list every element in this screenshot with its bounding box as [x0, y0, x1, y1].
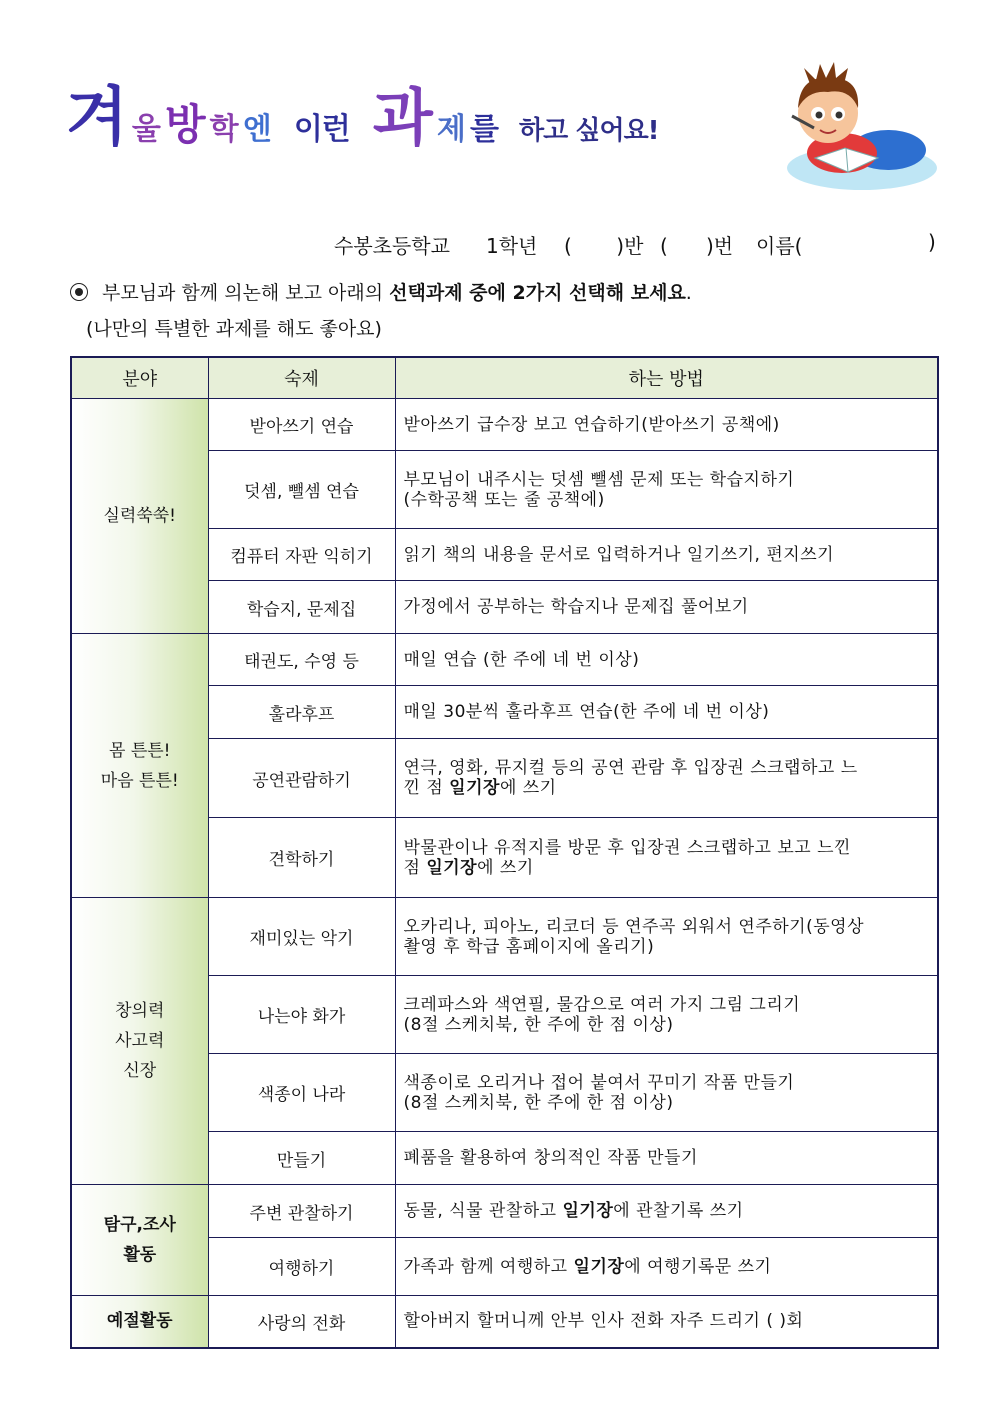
category-cell: [71, 399, 208, 634]
diary-emphasis: 일기장: [562, 1201, 614, 1221]
method-cell: [395, 1296, 938, 1348]
category-cell: [71, 898, 208, 1185]
method-cell: [395, 1238, 938, 1296]
homework-cell: 훌라후프: [208, 686, 395, 739]
method-cell: [395, 818, 938, 898]
category-label: 몸 튼튼!: [109, 740, 171, 761]
category-label: 탐구,조사: [103, 1215, 176, 1235]
category-label: 활동: [123, 1245, 157, 1265]
category-label: 마음 튼튼!: [100, 770, 179, 791]
diary-emphasis: 일기장: [449, 778, 500, 798]
homework-cell: 학습지, 문제집: [208, 581, 395, 634]
homework-cell: 나는야 화가: [208, 976, 395, 1054]
title-char: 제: [436, 112, 465, 147]
header-category: 분야: [71, 357, 208, 399]
method-line: 매일 연습 (한 주에 네 번 이상): [403, 649, 640, 670]
homework-cell: 여행하기: [208, 1238, 395, 1296]
table-row: [71, 898, 938, 976]
title-char: 과: [372, 81, 432, 154]
homework-cell: 재미있는 악기: [208, 898, 395, 976]
header-method: 하는 방법: [395, 357, 938, 399]
child-reading-book-illustration: [770, 58, 940, 198]
title-char: 엔: [242, 112, 271, 147]
category-label: 신장: [123, 1061, 157, 1081]
method-line: (수학공책 또는 줄 공책에): [403, 489, 605, 510]
radio-bullet-icon: [70, 283, 88, 301]
method-cell: [395, 451, 938, 529]
homework-cell: 공연관람하기: [208, 739, 395, 818]
instruction-emphasis: 선택과제 중에 2가지 선택해 보세요: [389, 282, 686, 304]
category-label: 실력쑥쑥!: [103, 506, 176, 526]
grade-label: 1학년: [486, 234, 538, 258]
table-row: [71, 1296, 938, 1348]
class-field: ( )반: [564, 234, 644, 258]
method-line: 연극, 영화, 뮤지컬 등의 공연 관람 후 입장권 스크랩하고 느: [403, 758, 858, 778]
method-cell: [395, 529, 938, 581]
method-line: 에 쓰기: [477, 857, 534, 878]
table-row: [71, 399, 938, 451]
table-row: [71, 1185, 938, 1238]
method-line: 에 쓰기: [499, 778, 557, 798]
method-line: 낀 점: [403, 778, 450, 798]
title-char: 학: [209, 112, 238, 147]
method-line: 점: [403, 857, 427, 878]
method-cell: [395, 976, 938, 1054]
method-line: 에 여행기록문 쓰기: [624, 1256, 772, 1277]
homework-cell: 덧셈, 뺄셈 연습: [208, 451, 395, 529]
method-line: (8절 스케치북, 한 주에 한 점 이상): [403, 1092, 674, 1113]
category-label: 예절활동: [106, 1311, 173, 1332]
category-cell: [71, 1296, 208, 1348]
diary-emphasis: 일기장: [426, 857, 478, 878]
method-cell: [395, 399, 938, 451]
method-cell: [395, 739, 938, 818]
method-line: 받아쓰기 급수장 보고 연습하기(받아쓰기 공책에): [403, 414, 780, 435]
method-line: 가정에서 공부하는 학습지나 문제집 풀어보기: [403, 597, 749, 617]
header-homework: 숙제: [208, 357, 395, 399]
homework-cell: 견학하기: [208, 818, 395, 898]
homework-cell: 만들기: [208, 1132, 395, 1185]
method-line: 오카리나, 피아노, 리코더 등 연주곡 외워서 연주하기(동영상: [403, 916, 864, 937]
table-header-row: [71, 357, 938, 399]
method-line: 크레파스와 색연필, 물감으로 여러 가지 그림 그리기: [403, 994, 801, 1015]
method-line: 읽기 책의 내용을 문서로 입력하거나 일기쓰기, 편지쓰기: [403, 544, 835, 565]
homework-cell: 컴퓨터 자판 익히기: [208, 529, 395, 581]
method-cell: [395, 581, 938, 634]
school-name: 수봉초등학교: [334, 234, 450, 258]
homework-cell: 주변 관찰하기: [208, 1185, 395, 1238]
method-line: 촬영 후 학급 홈페이지에 올리기): [403, 936, 655, 957]
method-line: 동물, 식물 관찰하고: [403, 1201, 563, 1221]
title-char: 울: [131, 112, 160, 147]
category-cell: [71, 1185, 208, 1296]
diary-emphasis: 일기장: [573, 1256, 625, 1277]
method-line: 에 관찰기록 쓰기: [613, 1201, 744, 1221]
method-cell: [395, 1132, 938, 1185]
title-char: 하고 싶어요!: [519, 116, 659, 146]
title-char: 이런: [293, 112, 350, 147]
homework-table: [70, 356, 939, 1349]
method-cell: [395, 1185, 938, 1238]
name-field-close: ): [928, 230, 936, 254]
method-line: 매일 30분씩 훌라후프 연습(한 주에 네 번 이상): [403, 702, 770, 722]
table-row: [71, 634, 938, 686]
title-char: 를: [469, 112, 498, 147]
method-line: 박물관이나 유적지를 방문 후 입장권 스크랩하고 보고 느낀: [403, 837, 851, 858]
method-line: 부모님이 내주시는 덧셈 뺄셈 문제 또는 학습지하기: [403, 469, 795, 490]
homework-cell: 태권도, 수영 등: [208, 634, 395, 686]
method-line: 색종이로 오리거나 접어 붙여서 꾸미기 작품 만들기: [403, 1072, 795, 1093]
number-field: ( )번: [660, 234, 734, 258]
method-cell: [395, 634, 938, 686]
homework-cell: 색종이 나라: [208, 1054, 395, 1132]
title-char: 방: [165, 100, 205, 149]
method-cell: [395, 1054, 938, 1132]
method-cell: [395, 686, 938, 739]
method-line: 할아버지 할머니께 안부 인사 전화 자주 드리기 ( )회: [403, 1311, 804, 1332]
method-line: 폐품을 활용하여 창의적인 작품 만들기: [403, 1148, 698, 1168]
title-char: 겨: [66, 81, 127, 155]
category-cell: [71, 634, 208, 898]
method-cell: [395, 898, 938, 976]
instruction-line: [70, 278, 692, 305]
category-label: 창의력: [115, 1001, 165, 1021]
category-label: 사고력: [115, 1031, 165, 1051]
homework-cell: 받아쓰기 연습: [208, 399, 395, 451]
page-title-banner: [66, 78, 746, 168]
method-line: (8절 스케치북, 한 주에 한 점 이상): [403, 1014, 674, 1035]
method-line: 가족과 함께 여행하고: [403, 1256, 574, 1277]
instruction-note: (나만의 특별한 과제를 해도 좋아요): [86, 318, 382, 340]
name-field: 이름(: [756, 234, 803, 258]
instruction-suffix: .: [685, 282, 692, 304]
homework-cell: 사랑의 전화: [208, 1296, 395, 1348]
instruction-prefix: 부모님과 함께 의논해 보고 아래의: [102, 282, 390, 304]
